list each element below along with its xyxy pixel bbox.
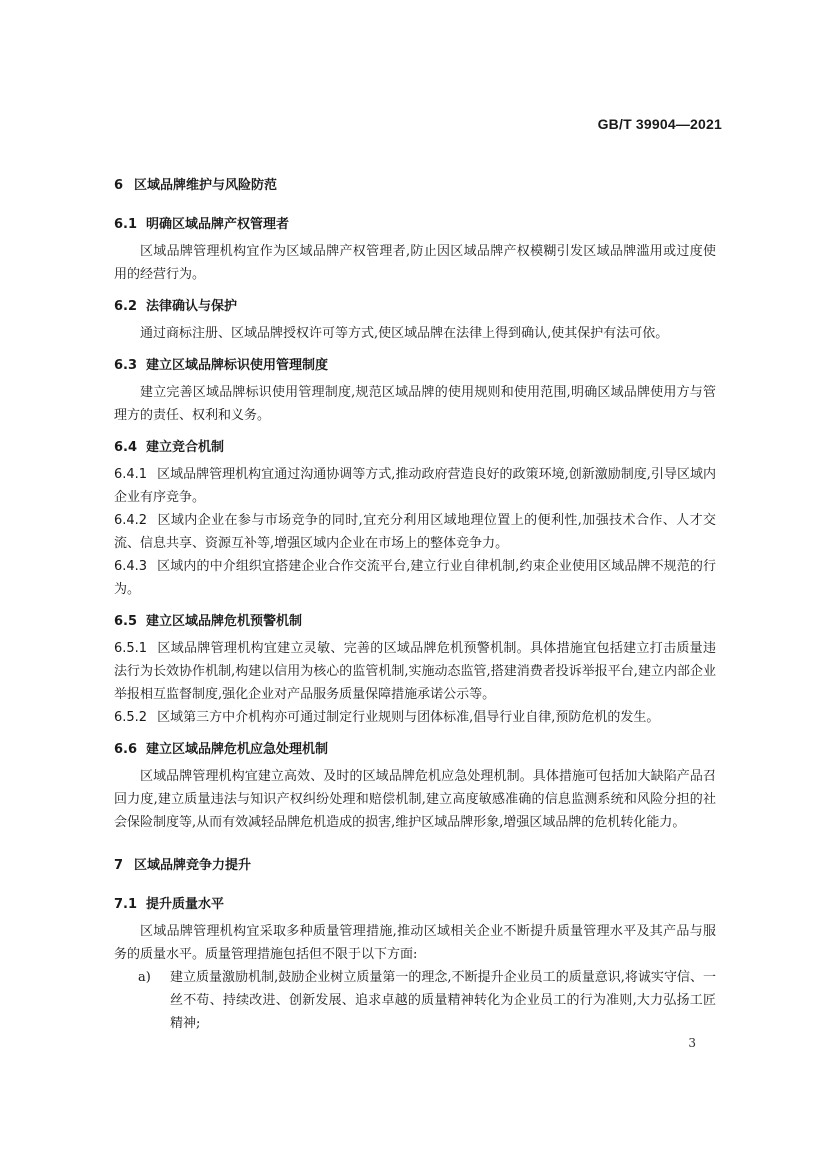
section-number: 6 xyxy=(114,178,124,193)
subsection-heading-7-1 xyxy=(114,893,716,912)
subsection-title: 建立区域品牌危机预警机制 xyxy=(146,614,303,629)
subsection-number: 6.3 xyxy=(114,358,138,373)
clause-number: 6.4.3 xyxy=(114,559,148,574)
clause-6-4-1 xyxy=(114,463,716,509)
clause-6-5-2 xyxy=(114,706,716,729)
clause-6-4-3 xyxy=(114,555,716,601)
clause-6-4-2 xyxy=(114,509,716,555)
subsection-number: 6.6 xyxy=(114,742,138,757)
standard-code: GB/T 39904—2021 xyxy=(597,116,722,132)
clause-number: 6.4.1 xyxy=(114,467,148,482)
subsection-title: 提升质量水平 xyxy=(146,897,225,912)
subsection-title: 建立区域品牌标识使用管理制度 xyxy=(146,358,329,373)
subsection-heading-6-2 xyxy=(114,295,716,314)
paragraph-6-3: 建立完善区域品牌标识使用管理制度,规范区域品牌的使用规则和使用范围,明确区域品牌使用方与管理方的责任、权利和义务。 xyxy=(114,385,716,423)
page-number: 3 xyxy=(688,1036,696,1050)
subsection-heading-6-1 xyxy=(114,213,716,232)
clause-number: 6.5.1 xyxy=(114,641,148,656)
list-item-text: 建立质量激励机制,鼓励企业树立质量第一的理念,不断提升企业员工的质量意识,将诚实守信、一丝不苟、持续改进、创新发展、追求卓越的质量精神转化为企业员工的行为准则,大力弘扬工匠精神; xyxy=(170,970,716,1031)
section-title: 区域品牌维护与风险防范 xyxy=(134,178,278,193)
subsection-heading-6-5 xyxy=(114,610,716,629)
section-heading-6 xyxy=(114,174,716,193)
document-body xyxy=(114,174,716,1035)
subsection-heading-6-6 xyxy=(114,738,716,757)
clause-text: 区域内的中介组织宜搭建企业合作交流平台,建立行业自律机制,约束企业使用区域品牌不规范的行为。 xyxy=(114,559,716,597)
subsection-number: 6.4 xyxy=(114,440,138,455)
section-heading-7 xyxy=(114,854,716,873)
clause-text: 区域品牌管理机构宜建立灵敏、完善的区域品牌危机预警机制。具体措施宜包括建立打击质量违法行为长效协作机制,构建以信用为核心的监管机制,实施动态监管,搭建消费者投诉举报平台,建立内部企业举报相互监督制度,强化企业对产品服务质量保障措施承诺公示等。 xyxy=(114,641,716,702)
clause-6-5-1 xyxy=(114,637,716,706)
list-item xyxy=(114,966,716,1035)
clause-number: 6.5.2 xyxy=(114,710,148,725)
subsection-heading-6-4 xyxy=(114,436,716,455)
subsection-number: 7.1 xyxy=(114,897,138,912)
paragraph-6-2: 通过商标注册、区域品牌授权许可等方式,使区域品牌在法律上得到确认,使其保护有法可依。 xyxy=(140,326,669,341)
list-marker: a) xyxy=(138,970,151,985)
subsection-number: 6.5 xyxy=(114,614,138,629)
subsection-heading-6-3 xyxy=(114,354,716,373)
subsection-title: 明确区域品牌产权管理者 xyxy=(146,217,290,232)
paragraph-6-6: 区域品牌管理机构宜建立高效、及时的区域品牌危机应急处理机制。具体措施可包括加大缺陷产品召回力度,建立质量违法与知识产权纠纷处理和赔偿机制,建立高度敏感准确的信息监测系统和风险分担的社会保险制度等,从而有效减轻品牌危机造成的损害,维护区域品牌形象,增强区域品牌的危机转化能力。 xyxy=(114,769,716,830)
section-title: 区域品牌竞争力提升 xyxy=(134,858,252,873)
subsection-number: 6.2 xyxy=(114,299,138,314)
clause-text: 区域第三方中介机构亦可通过制定行业规则与团体标准,倡导行业自律,预防危机的发生。 xyxy=(157,710,660,725)
clause-text: 区域品牌管理机构宜通过沟通协调等方式,推动政府营造良好的政策环境,创新激励制度,引导区域内企业有序竞争。 xyxy=(114,467,716,505)
subsection-number: 6.1 xyxy=(114,217,138,232)
section-number: 7 xyxy=(114,858,124,873)
subsection-title: 建立区域品牌危机应急处理机制 xyxy=(146,742,329,757)
paragraph-6-1: 区域品牌管理机构宜作为区域品牌产权管理者,防止因区域品牌产权模糊引发区域品牌滥用或过度使用的经营行为。 xyxy=(114,244,716,282)
subsection-title: 法律确认与保护 xyxy=(146,299,238,314)
clause-number: 6.4.2 xyxy=(114,513,148,528)
subsection-title: 建立竞合机制 xyxy=(146,440,225,455)
clause-text: 区域内企业在参与市场竞争的同时,宜充分利用区域地理位置上的便利性,加强技术合作、人才交流、信息共享、资源互补等,增强区域内企业在市场上的整体竞争力。 xyxy=(114,513,716,551)
paragraph-7-1: 区域品牌管理机构宜采取多种质量管理措施,推动区域相关企业不断提升质量管理水平及其产品与服务的质量水平。质量管理措施包括但不限于以下方面: xyxy=(114,924,716,962)
